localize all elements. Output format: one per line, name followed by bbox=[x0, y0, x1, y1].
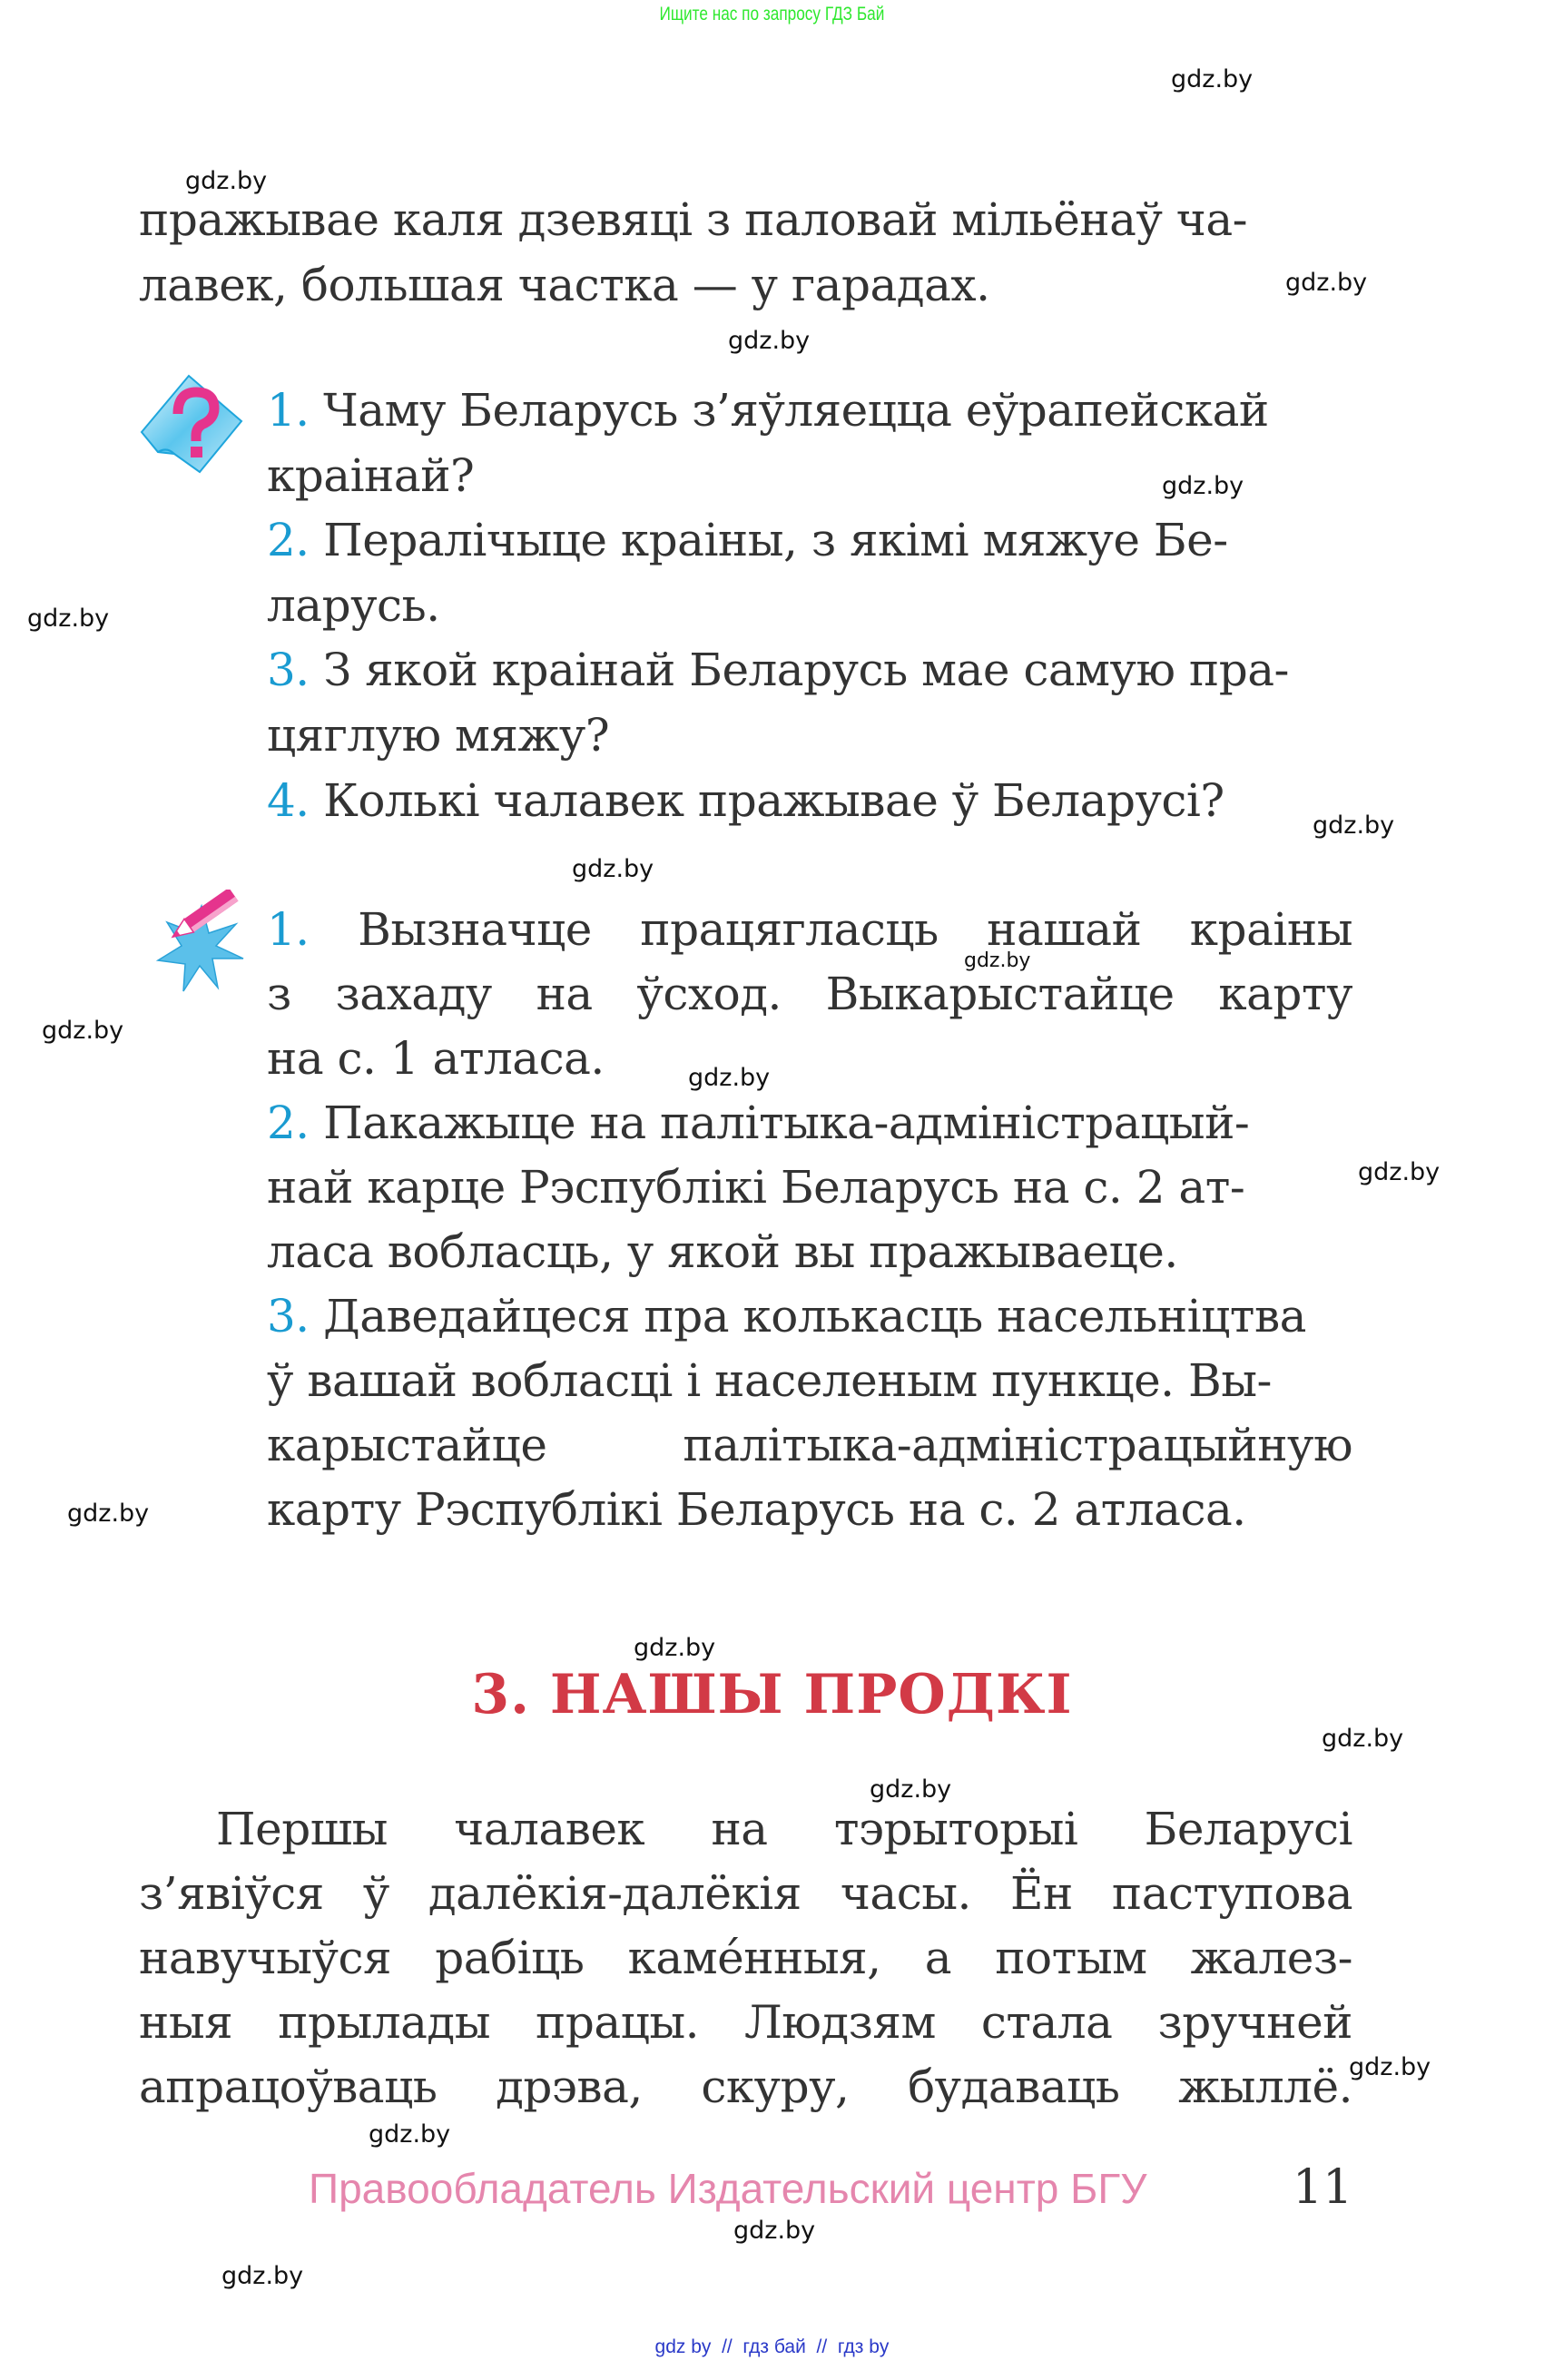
intro-line-text: пражывае каля дзевяці з паловай мільёнаў ча- bbox=[139, 193, 1248, 246]
top-search-note: Ищите нас по запросу ГДЗ Бай bbox=[659, 4, 885, 25]
question-2-line-2 bbox=[267, 578, 440, 633]
intro-line-text: лавек, большая частка — у гарадах. bbox=[139, 259, 990, 311]
question-number: 3. bbox=[267, 644, 310, 696]
task-2-line-1 bbox=[267, 1096, 1249, 1150]
task-text: Даведайцеся пра колькасць насельніцтва bbox=[323, 1290, 1306, 1342]
question-text: Пералічыце краіны, з якімі мяжуе Бе- bbox=[323, 514, 1228, 566]
watermark: gdz.by bbox=[964, 949, 1031, 972]
task-1-line-1 bbox=[267, 902, 1352, 957]
question-text: краінай? bbox=[267, 449, 475, 502]
task-3-line-2 bbox=[267, 1353, 1272, 1408]
task-text: на с. 1 атласа. bbox=[267, 1032, 605, 1085]
question-text: ларусь. bbox=[267, 579, 440, 632]
watermark: gdz.by bbox=[572, 855, 654, 883]
task-text: ласа вобласць, у якой вы пражываеце. bbox=[267, 1225, 1178, 1278]
task-3-line-3 bbox=[267, 1418, 1352, 1472]
watermark: gdz.by bbox=[42, 1017, 124, 1045]
section-heading: 3. НАШЫ ПРОДКІ bbox=[471, 1663, 1073, 1726]
task-text: з захаду на ўсход. Выкарыстайце карту bbox=[267, 968, 1352, 1020]
watermark: gdz.by bbox=[67, 1500, 150, 1528]
watermark: gdz.by bbox=[728, 327, 811, 355]
watermark: gdz.by bbox=[733, 2217, 816, 2245]
question-number: 1. bbox=[267, 384, 310, 437]
task-text: Пакажыце на палітыка-адміністрацый- bbox=[323, 1097, 1250, 1149]
question-text: Чаму Беларусь з’яўляецца еўрапейскай bbox=[323, 384, 1269, 437]
question-number: 2. bbox=[267, 514, 310, 566]
task-3-line-1 bbox=[267, 1289, 1306, 1343]
task-text: карыстайце палітыка-адміністрацыйную bbox=[267, 1419, 1352, 1471]
watermark: gdz.by bbox=[369, 2120, 451, 2149]
watermark: gdz.by bbox=[1285, 269, 1368, 297]
intro-line bbox=[139, 258, 989, 312]
watermark: gdz.by bbox=[27, 605, 110, 633]
pencil-star-icon bbox=[145, 890, 254, 998]
intro-line bbox=[139, 192, 1352, 247]
question-number: 4. bbox=[267, 774, 310, 827]
paragraph-text: ныя прылады працы. Людзям стала зручней bbox=[139, 1996, 1352, 2049]
question-text: цяглую мяжу? bbox=[267, 709, 610, 762]
question-book-icon bbox=[136, 370, 245, 479]
watermark: gdz.by bbox=[1162, 472, 1244, 500]
task-text: карту Рэспублікі Беларусь на с. 2 атласа. bbox=[267, 1483, 1246, 1536]
watermark: gdz.by bbox=[1358, 1158, 1441, 1186]
question-text: З якой краінай Беларусь мае самую пра- bbox=[323, 644, 1289, 696]
task-text: Вызначце працягласць нашай краіны bbox=[358, 903, 1352, 956]
bottom-links[interactable]: gdz by // гдз бай // гдз by bbox=[654, 2336, 890, 2357]
question-3-line-2 bbox=[267, 708, 609, 762]
watermark: gdz.by bbox=[634, 1634, 716, 1662]
task-1-line-3 bbox=[267, 1031, 605, 1086]
watermark: gdz.by bbox=[688, 1064, 771, 1092]
task-number: 1. bbox=[267, 903, 310, 956]
paragraph-line bbox=[139, 1866, 1352, 1921]
watermark: gdz.by bbox=[221, 2262, 304, 2290]
task-number: 2. bbox=[267, 1097, 310, 1149]
question-text: Колькі чалавек пражывае ў Беларусі? bbox=[323, 774, 1224, 827]
paragraph-line bbox=[216, 1802, 1352, 1856]
task-text: най карце Рэспублікі Беларусь на с. 2 ат- bbox=[267, 1161, 1245, 1214]
watermark: gdz.by bbox=[1322, 1725, 1404, 1753]
watermark: gdz.by bbox=[1171, 65, 1254, 93]
question-4-line-1 bbox=[267, 773, 1224, 828]
paragraph-line bbox=[139, 2060, 1352, 2114]
task-text: ў вашай вобласці і населеным пункце. Вы- bbox=[267, 1354, 1272, 1407]
rights-holder-text: Правообладатель Издательский центр БГУ bbox=[309, 2165, 1147, 2212]
watermark: gdz.by bbox=[185, 167, 268, 195]
task-number: 3. bbox=[267, 1290, 310, 1342]
paragraph-line bbox=[139, 1931, 1352, 1985]
paragraph-line bbox=[139, 1995, 1352, 2050]
watermark: gdz.by bbox=[870, 1775, 952, 1804]
question-1-line-2 bbox=[267, 448, 474, 503]
task-3-line-4 bbox=[267, 1482, 1246, 1537]
page-number: 11 bbox=[1293, 2160, 1353, 2215]
task-2-line-2 bbox=[267, 1160, 1244, 1215]
paragraph-text: навучыўся рабіць камéнныя, а потым жалез- bbox=[139, 1932, 1352, 1984]
task-2-line-3 bbox=[267, 1224, 1178, 1279]
paragraph-text: апрацоўваць дрэва, скуру, будаваць жыллё. bbox=[139, 2060, 1352, 2113]
watermark: gdz.by bbox=[1349, 2053, 1431, 2081]
question-2-line-1 bbox=[267, 513, 1228, 567]
question-1-line-1 bbox=[267, 383, 1352, 438]
paragraph-text: Першы чалавек на тэрыторыі Беларусі bbox=[216, 1803, 1352, 1855]
watermark: gdz.by bbox=[1313, 811, 1395, 840]
question-3-line-1 bbox=[267, 643, 1289, 697]
paragraph-text: з’явіўся ў далёкія-далёкія часы. Ён паступова bbox=[139, 1867, 1352, 1920]
task-1-line-2 bbox=[267, 967, 1352, 1021]
